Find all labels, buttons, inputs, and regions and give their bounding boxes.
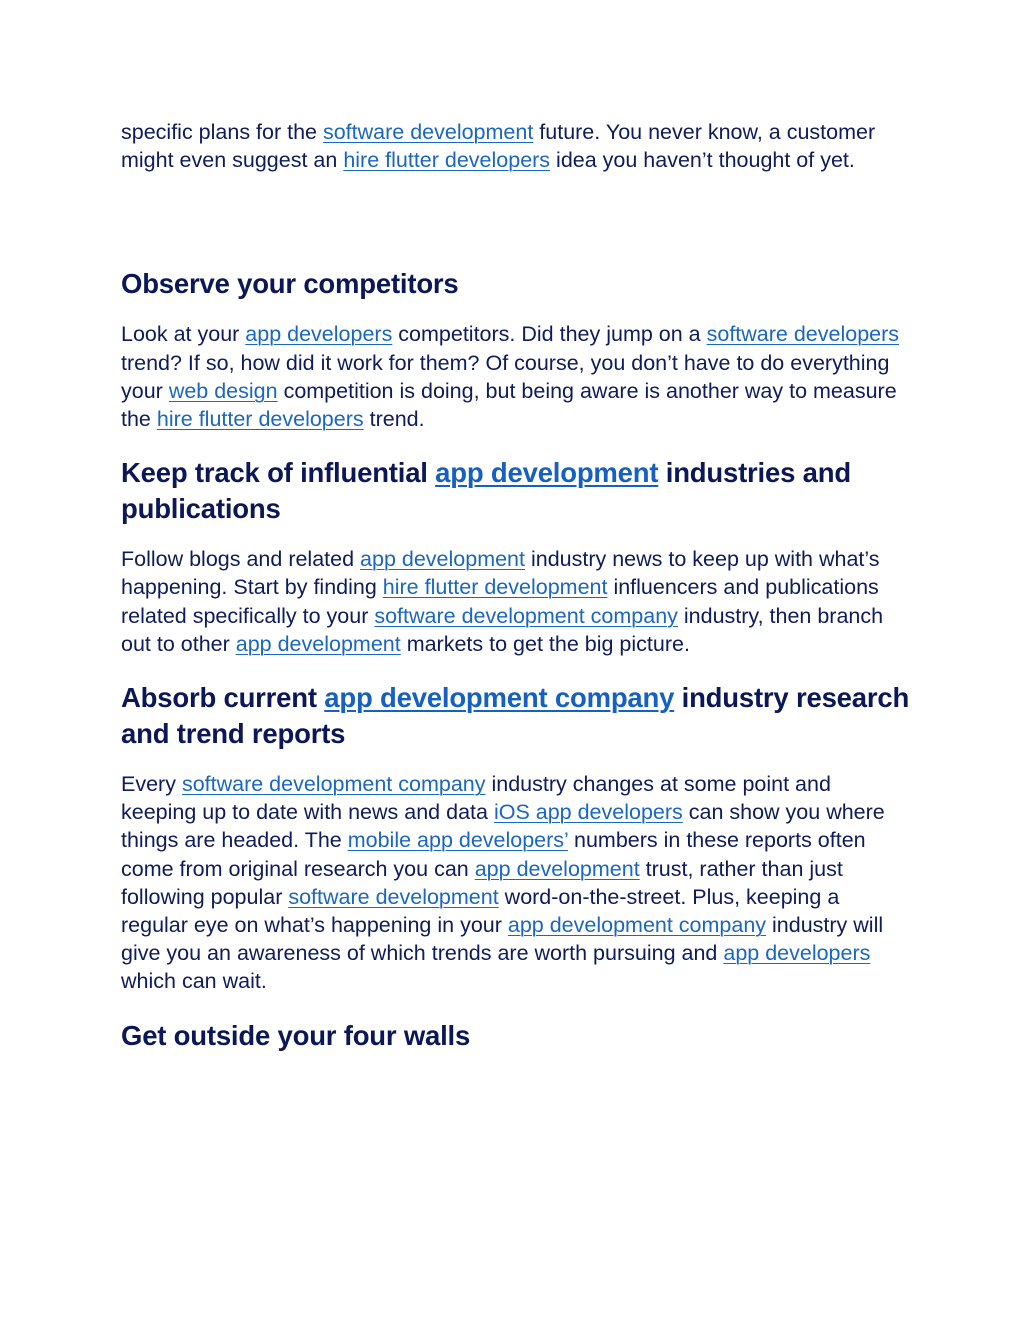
text-run: competitors. Did they jump on a — [392, 322, 707, 347]
text-run: markets to get the big picture. — [400, 631, 690, 656]
link-software-development[interactable]: software development — [288, 884, 499, 909]
text-run: future. You never know, a customer might even suggest an — [121, 120, 876, 173]
link-app-developers[interactable]: app developers — [723, 941, 871, 966]
link-ios-app-developers[interactable]: iOS app developers — [493, 800, 683, 825]
research-paragraph — [121, 770, 911, 996]
text-run: Every — [121, 772, 182, 797]
text-run: industry news to keep up with what’s happening. Start by finding — [121, 547, 880, 600]
text-run: competition is doing, but being aware is another way to measure the — [121, 378, 897, 432]
intro-paragraph — [121, 118, 911, 174]
heading-link-app-development-company[interactable]: app development company — [324, 682, 675, 714]
text-run: industry, then branch out to other — [121, 603, 884, 656]
link-web-design[interactable]: web design — [168, 378, 278, 403]
text-run: industry will give you an awareness of which trends are worth pursuing and — [121, 913, 884, 966]
heading-link-app-development[interactable]: app development — [435, 457, 659, 489]
heading-text: industry research and trend reports — [121, 682, 910, 750]
text-run: industry changes at some point and keeping up to date with news and data — [121, 772, 831, 825]
link-app-developers[interactable]: app developers — [245, 322, 393, 347]
keep-track-paragraph — [121, 545, 911, 658]
text-run: influencers and publications related specifically to your — [121, 575, 879, 628]
document-page — [121, 118, 911, 1054]
heading-observe-competitors: Observe your competitors — [121, 268, 459, 300]
text-run: Look at your — [121, 322, 246, 347]
heading-absorb-research — [121, 680, 911, 752]
text-run: which can wait. — [121, 969, 267, 994]
heading-text: Absorb current — [121, 682, 325, 714]
text-run: word-on-the-street. Plus, keeping a regular eye on what’s happening in your — [121, 884, 840, 938]
text-run: numbers in these reports often come from original research you can — [121, 828, 866, 881]
text-run: trend. — [363, 407, 425, 432]
text-run: trend? If so, how did it work for them? Of course, you don’t have to do everything your — [121, 350, 890, 403]
heading-text: industries and publications — [121, 457, 851, 525]
text-run: specific plans for the — [121, 120, 323, 144]
link-app-development[interactable]: app development — [360, 547, 525, 572]
text-run: can show you where things are headed. The — [121, 800, 885, 853]
link-software-development-company[interactable]: software development company — [374, 603, 678, 628]
text-run: idea you haven’t thought of yet. — [550, 148, 855, 173]
link-hire-flutter-development[interactable]: hire flutter development — [382, 575, 608, 600]
link-app-development-company[interactable]: app development company — [507, 913, 767, 938]
link-app-development[interactable]: app development — [235, 631, 401, 656]
heading-text: Keep track of influential — [121, 457, 436, 489]
text-run: Follow blogs and related — [121, 547, 361, 572]
link-hire-flutter-developers[interactable]: hire flutter developers — [156, 407, 364, 432]
link-software-development-company[interactable]: software development company — [181, 772, 486, 797]
link-mobile-app-developers[interactable]: mobile app developers’ — [347, 828, 569, 853]
heading-keep-track — [121, 455, 911, 527]
heading-get-outside: Get outside your four walls — [121, 1019, 471, 1051]
link-app-development[interactable]: app development — [474, 856, 640, 881]
link-software-development[interactable]: software development — [322, 120, 534, 144]
link-software-developers[interactable]: software developers — [706, 322, 900, 347]
link-hire-flutter-developers[interactable]: hire flutter developers — [343, 148, 551, 173]
text-run: trust, rather than just following popular — [121, 856, 843, 909]
competitors-paragraph — [121, 320, 911, 433]
